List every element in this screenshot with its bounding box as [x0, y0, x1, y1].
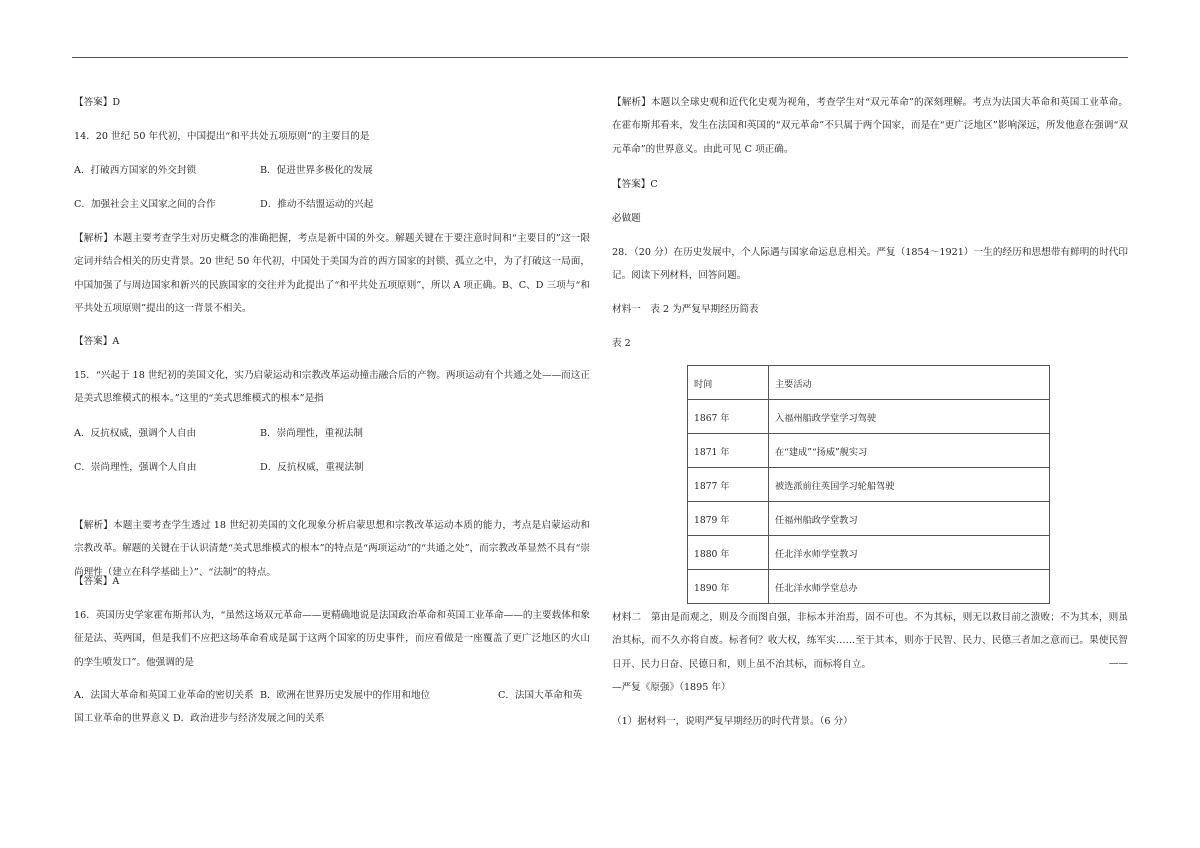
q16-option-b: B．欧洲在世界历史发展中的作用和地位	[260, 690, 431, 701]
source-dash: ——	[1108, 658, 1128, 669]
q16-analysis: 【解析】本题以全球史观和近代化史观为视角，考查学生对“双元革命”的深刻理解。考点为法国大革命和英国工业革命。在霍布斯邦看来，发生在法国和英国的“双元革命”不只属于两个国家，而是在“更广泛地区”影响深远，所发他意在强调“双元革命”的世界意义。由此可见 C 项正确。	[612, 97, 1128, 155]
q16-option-a: A．法国大革命和英国工业革命的密切关系	[74, 690, 254, 701]
table-cell-year: 1879 年	[688, 502, 769, 536]
q15-answer: 【答案】A	[74, 576, 120, 587]
q14-answer: 【答案】A	[74, 336, 120, 347]
table-row	[688, 434, 1050, 468]
q14-option-a: A．打破西方国家的外交封锁	[74, 165, 197, 176]
material-1-label: 材料一 表 2 为严复早期经历简表	[612, 304, 759, 315]
q14-option-d: D．推动不结盟运动的兴起	[260, 199, 374, 210]
q15-stem: 15．“兴起于 18 世纪初的美国文化，实乃启蒙运动和宗教改革运动撞击融合后的产物。两项运动有个共通之处——而这正是美式思维模式的根本。”这里的“美式思维模式的根本”是指	[74, 370, 590, 405]
table-header-cell: 时间	[688, 366, 769, 400]
question-1: （1）据材料一，说明严复早期经历的时代背景。（6 分）	[612, 716, 853, 727]
q16-answer: 【答案】C	[612, 179, 658, 190]
q14-option-c: C．加强社会主义国家之间的合作	[74, 199, 216, 210]
experience-table	[687, 365, 1050, 604]
q14-stem: 14．20 世纪 50 年代初，中国提出“和平共处五项原则”的主要目的是	[74, 131, 370, 142]
q15-option-a: A．反抗权威，强调个人自由	[74, 428, 197, 439]
q16-option-c: C．法国大革命和英	[498, 690, 583, 701]
table-cell-year: 1880 年	[688, 536, 769, 570]
q14-option-b: B．促进世界多极化的发展	[260, 165, 373, 176]
table-row	[688, 536, 1050, 570]
table-cell-activity: 任福州船政学堂教习	[769, 502, 1050, 536]
q15-option-d: D．反抗权威，重视法制	[260, 462, 364, 473]
table-cell-year: 1871 年	[688, 434, 769, 468]
q14-analysis: 【解析】本题主要考查学生对历史概念的准确把握，考点是新中国的外交。解题关键在于要注意时间和“主要目的”这一限定词并结合相关的历史背景。20 世纪 50 年代初，中国处于美国为首的西方国家的封锁、孤立之中，为了打破这一局面，中国加强了与周边国家和新兴的民族国家的交往并为此提出了“和平共处五项原则”，所以 A 项正确。B、C、D 三项与“和平共处五项原则”提出的这一背景不相关。	[74, 233, 590, 314]
table-cell-activity: 被选派前往英国学习轮船驾驶	[769, 468, 1050, 502]
table-header-row	[688, 366, 1050, 400]
material-2-text: 材料二 第由是而观之，则及今而图自强，非标本并治焉，固不可也。不为其标，则无以救目前之溃败；不为其本，则虽治其标，而不久亦将自废。标者何？收大权，练军实……至于其本，则亦于民智、民力、民德三者加之意而已。果使民智日开、民力日奋、民德日和，则上虽不治其标，而标将自立。	[612, 612, 1128, 670]
q15-option-b: B．崇尚理性，重视法制	[260, 428, 363, 439]
table-cell-activity: 任北洋水师学堂教习	[769, 536, 1050, 570]
section-title: 必做题	[612, 213, 641, 224]
material-2-source: —严复《原强》（1895 年）	[612, 682, 731, 693]
table-cell-year: 1877 年	[688, 468, 769, 502]
table-cell-year: 1890 年	[688, 570, 769, 604]
q16-option-d-line: 国工业革命的世界意义 D．政治进步与经济发展之间的关系	[74, 713, 325, 724]
q16-stem: 16．英国历史学家霍布斯邦认为，“虽然这场双元革命——更精确地说是法国政治革命和英国工业革命——的主要载体和象征是法、英两国，但是我们不应把这场革命看成是属于这两个国家的历史事件，而应看做是一座覆盖了更广泛地区的火山的孪生喷发口”。他强调的是	[74, 610, 590, 668]
table-cell-activity: 在“建成”“扬威”舰实习	[769, 434, 1050, 468]
table-cell-activity: 入福州船政学堂学习驾驶	[769, 400, 1050, 434]
table-row	[688, 468, 1050, 502]
q28-stem: 28．（20 分）在历史发展中，个人际遇与国家命运息息相关。严复（1854～1921）一生的经历和思想带有鲜明的时代印记。阅读下列材料，回答问题。	[612, 247, 1128, 282]
table-row	[688, 400, 1050, 434]
table-header-cell: 主要活动	[769, 366, 1050, 400]
q15-option-c: C．崇尚理性，强调个人自由	[74, 462, 197, 473]
table-row	[688, 502, 1050, 536]
header-rule	[72, 57, 1128, 58]
table-cell-year: 1867 年	[688, 400, 769, 434]
table-row	[688, 570, 1050, 604]
table-caption: 表 2	[612, 338, 631, 349]
answer-13: 【答案】D	[74, 97, 121, 108]
table-cell-activity: 任北洋水师学堂总办	[769, 570, 1050, 604]
q15-analysis: 【解析】本题主要考查学生透过 18 世纪初美国的文化现象分析启蒙思想和宗教改革运动本质的能力，考点是启蒙运动和宗教改革。解题的关键在于认识清楚“美式思维模式的根本”的特点是“两项运动”的“共通之处”，而宗教改革显然不具有“崇尚理性（建立在科学基础上）”、“法制”的特点。	[74, 520, 590, 578]
